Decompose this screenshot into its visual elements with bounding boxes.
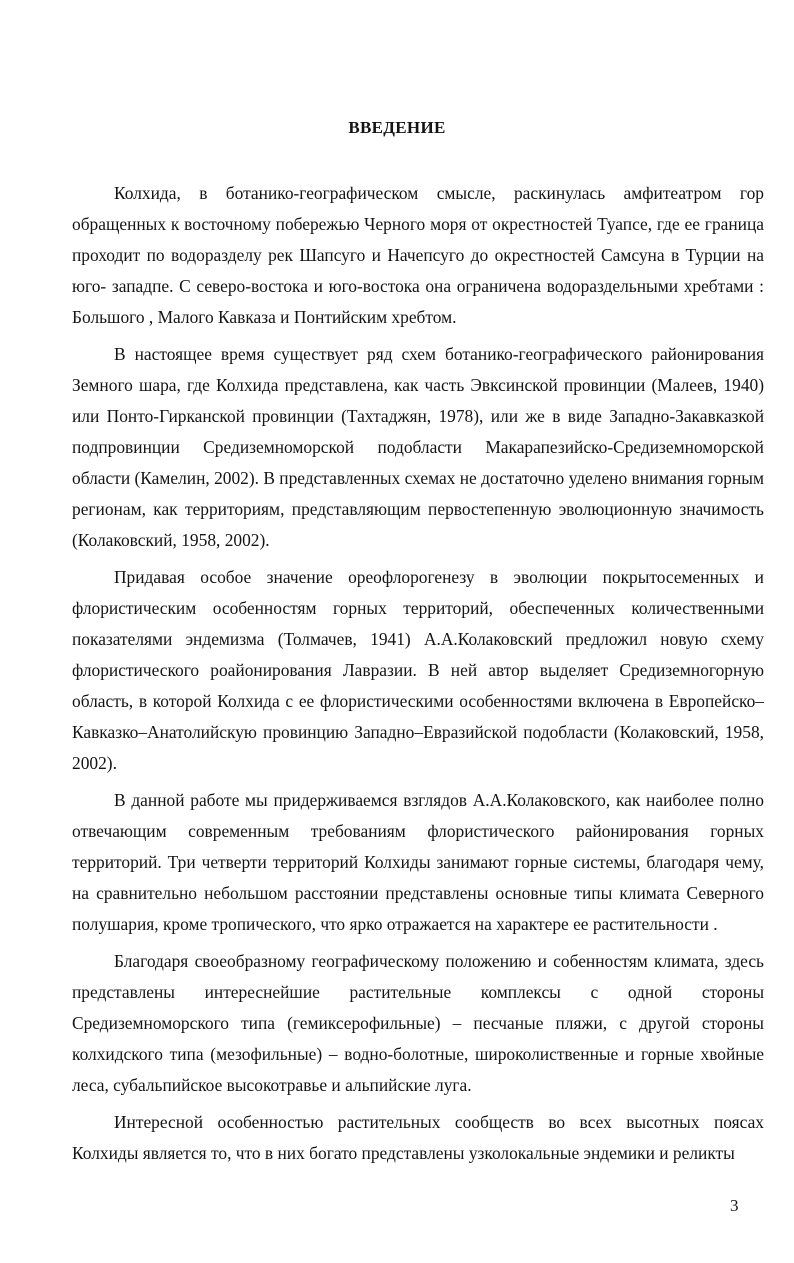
paragraph-4: В данной работе мы придерживаемся взглядов А.А.Колаковского, как наиболее полно отвечающим современным требованиям флористического районирования горных территорий. Три четверти территорий Колхиды занимают горные системы, благодаря чему, на сравнительно небольшом расстоянии представлены основные типы климата Северного полушария, кроме тропического, что ярко отражается на характере ее растительности . (72, 790, 764, 934)
paragraph-1: Колхида, в ботанико-географическом смысле, раскинулась амфитеатром гор обращенных к восточному побережью Черного моря от окрестностей Туапсе, где ее граница проходит по водоразделу рек Шапсуго и Начепсуго до окрестностей Самсуна в Турции на юго- западпе. С северо-востока и юго-востока она ограничена водораздельными хребтами : Большого , Малого Кавказа и Понтийским хребтом. (72, 183, 764, 327)
paragraph-3: Придавая особое значение ореофлорогенезу в эволюции покрытосеменных и флористическим особенностям горных территорий, обеспеченных количественными показателями эндемизма (Толмачев, 1941) А.А.Колаковский предложил новую схему флористического роайонирования Лавразии. В ней автор выделяет Средиземногорную область, в которой Колхида с ее флористическими особенностями включена в Европейско–Кавказко–Анатолийскую провинцию Западно–Евразийской подобласти (Колаковский, 1958, 2002). (72, 567, 764, 773)
paragraph-5: Благодаря своеобразному географическому положению и собенностям климата, здесь представлены интереснейшие растительные комплексы с одной стороны Средиземноморского типа (гемиксерофильные) – песчаные пляжи, с другой стороны колхидского типа (мезофильные) – водно-болотные, широколиственные и горные хвойные леса, субальпийское высокотравье и альпийские луга. (72, 951, 764, 1095)
paragraph-2: В настоящее время существует ряд схем ботанико-географического районирования Земного шара, где Колхида представлена, как часть Эвксинской провинции (Малеев, 1940) или Понто-Гирканской провинции (Тахтаджян, 1978), или же в виде Западно-Закавказкой подпровинции Средиземноморской подобласти Макарапезийско-Средиземноморской области (Камелин, 2002). В представленных схемах не достаточно уделено внимания горным регионам, как территориям, представляющим первостепенную эволюционную значимость (Колаковский, 1958, 2002). (72, 344, 764, 550)
body-text (72, 178, 764, 1175)
paragraph-6: Интересной особенностью растительных сообществ во всех высотных поясах Колхиды является то, что в них богато представлены узколокальные эндемики и реликты (72, 1112, 764, 1163)
section-title: ВВЕДЕНИЕ (348, 118, 446, 137)
page-number: 3 (730, 1196, 739, 1215)
